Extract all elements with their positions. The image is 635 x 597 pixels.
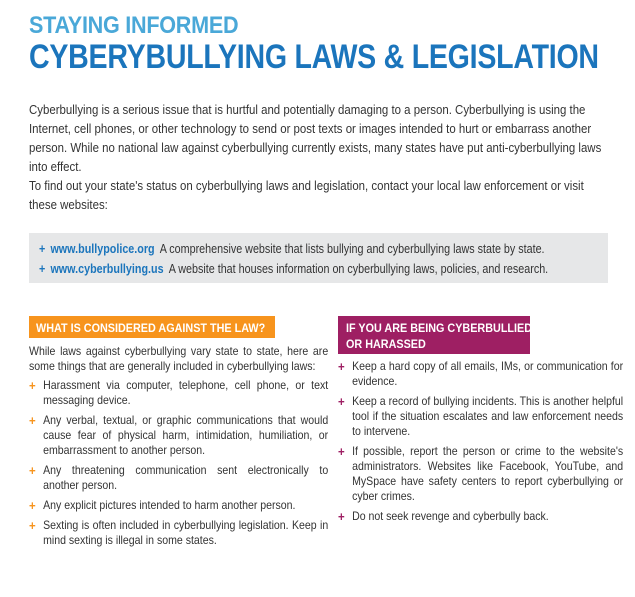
resource-link-row bbox=[39, 241, 545, 257]
plus-icon: + bbox=[338, 509, 345, 524]
against-law-heading-text: WHAT IS CONSIDERED AGAINST THE LAW? bbox=[36, 321, 266, 335]
against-law-heading bbox=[29, 316, 275, 338]
list-item bbox=[338, 444, 623, 504]
instructions-paragraph: To find out your state's status on cyberbullying laws and legislation, contact your local law enforcement or visit these websites: bbox=[29, 178, 584, 212]
section-eyebrow: STAYING INFORMED bbox=[29, 12, 239, 39]
plus-icon: + bbox=[338, 359, 345, 374]
list-item bbox=[29, 498, 328, 513]
resource-links-box bbox=[29, 233, 608, 283]
list-item bbox=[338, 509, 623, 524]
link-description: A comprehensive website that lists bullying and cyberbullying laws state by state. bbox=[159, 242, 545, 256]
plus-icon: + bbox=[29, 378, 36, 393]
plus-icon: + bbox=[29, 413, 36, 428]
plus-icon: + bbox=[29, 463, 36, 478]
plus-icon: + bbox=[29, 498, 36, 513]
cyberbullying-us-link[interactable]: www.cyberbullying.us bbox=[50, 262, 164, 276]
plus-icon: + bbox=[39, 242, 46, 256]
list-item-text: Any explicit pictures intended to harm another person. bbox=[43, 498, 296, 512]
list-item-text: Harassment via computer, telephone, cell phone, or text messaging device. bbox=[43, 378, 329, 407]
plus-icon: + bbox=[338, 444, 345, 459]
list-item bbox=[338, 394, 623, 439]
plus-icon: + bbox=[29, 518, 36, 533]
list-item-text: Sexting is often included in cyberbullying legislation. Keep in mind sexting is illegal in some states. bbox=[43, 518, 329, 547]
resource-link-row bbox=[39, 261, 548, 277]
bullypolice-link[interactable]: www.bullypolice.org bbox=[50, 242, 155, 256]
page-title: CYBERYBULLYING LAWS & LEGISLATION bbox=[29, 38, 599, 76]
intro-paragraph: Cyberbullying is a serious issue that is hurtful and potentially damaging to a person. Cyberbullying is using the Internet, cell phones, or other technology to send or post texts or images intended to hurt or embarrass another person. While no national law against cyberbullying currently exists, many states have put anti-cyberbullying laws into effect. bbox=[29, 102, 602, 174]
list-item bbox=[29, 378, 328, 408]
list-item bbox=[29, 413, 328, 458]
against-law-list bbox=[29, 378, 328, 548]
plus-icon: + bbox=[39, 262, 46, 276]
if-cyberbullied-column bbox=[338, 359, 635, 529]
list-item-text: Do not seek revenge and cyberbully back. bbox=[352, 509, 549, 523]
if-cyberbullied-heading-line1: IF YOU ARE BEING CYBERBULLIED bbox=[346, 321, 533, 335]
plus-icon: + bbox=[338, 394, 345, 409]
against-law-intro: While laws against cyberbullying vary state to state, here are some things that are generally included in cyberbullying laws: bbox=[29, 344, 329, 373]
list-item-text: Keep a hard copy of all emails, IMs, or communication for evidence. bbox=[352, 359, 624, 388]
list-item bbox=[29, 463, 328, 493]
if-cyberbullied-heading-line2: OR HARASSED bbox=[346, 337, 426, 351]
if-cyberbullied-list bbox=[338, 359, 623, 524]
against-law-column bbox=[29, 344, 334, 553]
list-item-text: Any verbal, textual, or graphic communications that would cause fear of physical harm, intimidation, humiliation, or embarrassment to another person. bbox=[43, 413, 329, 457]
list-item-text: If possible, report the person or crime to the website's administrators. Websites like Facebook, YouTube, and MySpace have safety centers to report cyberbullying or cyber crimes. bbox=[352, 444, 624, 503]
list-item-text: Any threatening communication sent electronically to another person. bbox=[43, 463, 329, 492]
if-cyberbullied-heading bbox=[338, 316, 533, 354]
link-description: A website that houses information on cyberbullying laws, policies, and research. bbox=[168, 262, 549, 276]
list-item bbox=[29, 518, 328, 548]
list-item bbox=[338, 359, 623, 389]
list-item-text: Keep a record of bullying incidents. This is another helpful tool if the situation escalates and law enforcement needs to intervene. bbox=[352, 394, 624, 438]
